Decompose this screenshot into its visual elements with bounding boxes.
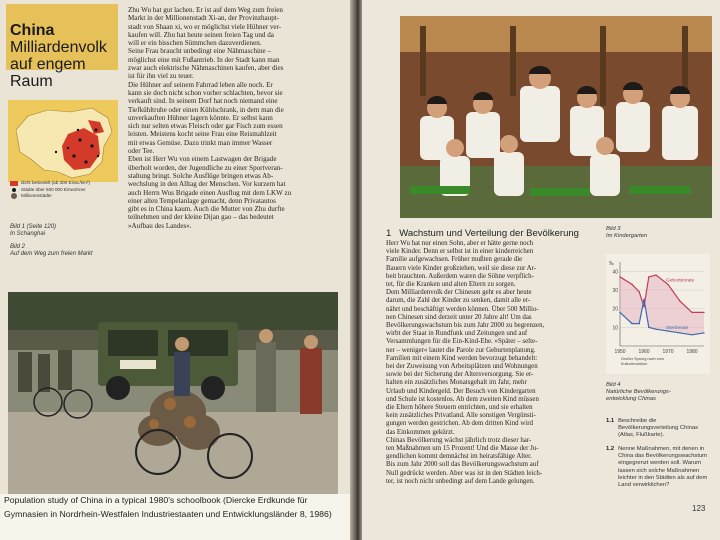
text-line: Tiefkühltruhe oder einen Kühlschrank, in dem man die [128,105,284,114]
text-line: Eben ist Herr Wu von einem Lastwagen der Brigade [128,155,277,164]
title-line2: Milliardenvolk [10,39,107,56]
bild1-caption [10,224,56,239]
data-point [619,276,620,277]
task-text: Nenne Maßnahmen, mit denen in China das Bevölkerungswachstum eingegrenzt werden soll. Warum lassen sich solche Maßnahmen leichter in den Städten als auf dem Land verwirklichen? [618,446,708,489]
text-line: die Eltern höhere Steuern entrichten, und sie erhalten [386,404,533,412]
y-tick-label: 10 [612,325,618,332]
text-line: tet, für die Kranken und alten Eltern zu sorgen. [386,281,516,289]
annotation-kultur: Kulturrevolution [621,362,648,366]
text-line: nährt und beschäftigt werden können. Über 500 Millio- [386,305,539,313]
section-number: 1 [386,228,392,239]
task-item [606,418,710,440]
data-point [631,284,632,285]
series-label-sterberate: Sterberate [666,326,689,332]
data-point [643,306,644,307]
text-line: Bevölkerungswachstum bis zum Jahr 2000 zu begrenzen, [386,322,545,330]
data-point [648,327,649,328]
text-line: kaufen will. Zhu hat heute seinen freien Tag und da [128,30,274,39]
bild2-label: Bild 2 [10,244,26,250]
x-tick-label: 1980 [686,349,698,355]
text-line: Familien mit einem Kind werden bevorzugt behandelt: [386,354,538,362]
text-line: zwar auch elektrische Nähmaschinen kaufen, aber dies [128,64,284,73]
text-line: Null gedrückt werden. Aber was ist in den Städten leich- [386,469,543,477]
text-line: und Schule ist kostenlos. Ab dem zweiten Kind müssen [386,395,539,403]
bild2-text: Auf dem Weg zum freien Markt [10,251,93,258]
bild3-text: Im Kindergarten [606,233,648,240]
section-title: Wachstum und Verteilung der Bevölkerung [399,228,579,239]
text-line: Bauern viele Kinder großziehen, weil sie diese zur Ar- [386,264,537,272]
text-line: Familie aufgewachsen. Früher mußten gerade die [386,256,523,264]
text-line: möglichst eine mit Fußantrieb. In der Stadt kann man [128,55,280,64]
source-caption: Population study of China in a typical 1980's schoolbook (Diercke Erdkunde für Gymnasien in Nordrhein-Westfalen Industriestaaten und Entwicklungsländer 8, 1986) [0,494,352,540]
left-body-text [128,6,340,230]
bild1-text: In Schanghai [10,231,46,238]
text-line: ner – weniger« lautet die Parole zur Geburtenplanung. [386,346,536,354]
text-line: auch Herrn Wus Brigade einen Ausflug mit dem LKW zu [128,188,292,197]
annotation-gross: Großer Sprung nach vorn [621,357,665,361]
bild3-caption [606,226,716,240]
data-point [679,301,680,302]
text-line: teilnehmen und der kleine Dijan gao – das bedeutet [128,213,274,222]
text-line: ist für ihn viel zu teuer. [128,72,194,81]
text-line: Versammlungen für die Ein-Kind-Ehe. »Später – selte- [386,338,538,346]
street-photo [8,292,338,494]
title-line1: China [10,22,55,39]
text-line: leisten. Meistens kocht seine Frau eine Reismahlzeit [128,130,277,139]
data-point [703,332,704,333]
legend-label: dicht besiedelt (ab 300 Einw./km²) [21,180,90,185]
text-line: überholt worden, der Jugendliche zu einer Sportveran- [128,163,283,172]
text-line: Urlaub und Kindergeld. Der Besuch von Kindergarten [386,387,536,395]
text-line: Die Hühner auf seinem Fahrrad leben alle noch. Er [128,80,273,89]
text-line: Chinas Bevölkerung wächst jährlich trotz dieser har- [386,436,532,444]
data-point [667,284,668,285]
text-line: »Aufbau des Landes«. [128,221,192,230]
text-line: Herr Wu hat nur einen Sohn, aber er hätte gerne noch [386,240,534,247]
data-point [648,276,649,277]
text-line: Dem Milliardenvolk der Chinesen geht es aber heute [386,289,532,297]
data-point [643,299,644,300]
text-line: Seine Frau braucht unbedingt eine Nähmaschine – [128,47,272,56]
text-line: sich nur selten etwas Fleisch oder gar Fisch zum essen [128,122,283,131]
text-line: Zhu Wu hat gut lachen. Er ist auf dem Weg zum freien [128,6,283,14]
legend-label: Millionenstädte [21,193,52,199]
text-line: Bis zum Jahr 2000 soll das Bevölkerungswachstum auf [386,461,539,469]
text-line: oder Tee. [128,147,155,156]
text-line: Markt in der Millionenstadt Xi-an, der Provinzhaupt- [128,14,280,23]
title-line3: auf engem Raum [10,56,86,90]
y-tick-label: 30 [612,288,618,294]
text-line: ten Maßnahmen um 15 Prozent! Und die Masse der Ju- [386,445,539,453]
china-map [8,100,118,182]
text-line: gungen werden gestrichen. Ab dem dritten Kind wird [386,420,533,428]
bild4-caption [606,382,716,403]
legend-swatch [11,193,17,199]
text-line: ter, ist noch nicht unbedingt auf dem Lande gelungen. [386,477,535,485]
bild1-label: Bild 1 (Seite 120) [10,224,57,230]
task-number: 1.1 [606,418,615,424]
text-line: das Einkommen gekürzt. [386,428,455,436]
data-point [639,323,640,324]
data-point [691,334,692,335]
text-line: wechslung in den Alltag der Menschen. Vor kurzem hat [128,180,286,189]
text-line: kein zusätzliches Privatland. Alle sonstigen Vergünsti- [386,412,536,420]
legend-swatch [10,181,18,186]
data-point [703,312,704,313]
bild4-text: Natürliche Bevölkerungs- [606,389,671,396]
text-line: viele Kinder. Denn er selbst ist in einer kinderreichen [386,248,534,256]
text-line: gendlichen kommt demnächst im heiratsfähige Alter. [386,453,532,461]
bild4-label: Bild 4 [606,382,621,388]
x-tick-label: 1960 [638,349,650,355]
text-line: mit etwas Gemüse. Dazu trinkt man immer Wasser [128,138,273,147]
task-item [606,446,710,489]
data-point [655,329,656,330]
task-number: 1.2 [606,446,615,452]
text-line: wirbt der Staat in Rundfunk und Zeitungen und auf [386,330,528,338]
text-line: sowie bei der Sicherung der Altersversorgung. Sie er- [386,371,534,379]
text-line: stadt von Shaan xi, wo er möglichst viele Hühner ver- [128,22,282,31]
x-tick-label: 1950 [614,349,626,355]
text-line: darum, die Zahl der Kinder zu senken, damit alle er- [386,297,531,305]
map-legend [10,180,125,200]
population-chart [606,254,710,374]
data-point [679,332,680,333]
bild2-caption [10,244,93,259]
section-heading [386,228,579,239]
legend-label: Städte über 500 000 Einwohner [21,186,86,192]
text-line: einer alten Tempelanlage gemacht, denn Privatautos [128,196,276,205]
legend-row [10,187,125,194]
data-point [691,312,692,313]
y-tick-label: 20 [612,306,618,313]
text-line: halten ein zusätzliches Monatsgehalt im Jahr, mehr [386,379,527,387]
text-line: gibt es in China kaum. Auch die Mutter von Zhu durfte [128,205,285,214]
legend-swatch [12,188,16,192]
text-line: staltung bringt. Solche Ausflüge bringen etwas Ab- [128,171,274,180]
text-line: nen Chinesen sind derzeit unter 20 Jahre alt! Um das [386,313,532,321]
x-tick-label: 1970 [662,349,674,355]
bild4-text2: entwicklung Chinas [606,396,656,403]
data-point [619,312,620,313]
text-line: unverkauften Hühner lagern könnte. Er selbst kann [128,113,273,122]
series-label-geburtenrate: Geburtenrate [666,278,695,284]
text-line: will er ein bisschen Sümmchen dazuverdienen. [128,39,262,48]
text-line: bei der Zuweisung von Arbeitsplätzen und Wohnungen [386,363,538,371]
data-point [631,323,632,324]
right-body-text [386,240,594,486]
data-point [639,291,640,292]
y-tick-label: 40 [612,269,618,276]
page-number: 123 [692,504,706,513]
page-title [10,22,120,90]
text-line: verkauft sind. In seinem Dorf hat noch niemand eine [128,97,278,106]
bild3-label: Bild 3 [606,226,621,232]
text-line: kann sie doch nicht schon vorher schlachten, bevor sie [128,88,283,97]
data-point [655,274,656,275]
legend-row [10,180,125,187]
task-text: Beschreibe die Bevölkerungsverteilung Chinas (Atlas, Flußkarte). [618,418,698,439]
text-line: beit brauchten. Außerdem waren die Söhne verpflich- [386,272,534,280]
y-axis-label: ‰ [609,261,614,267]
legend-row [10,193,125,200]
kindergarten-photo [400,16,712,218]
